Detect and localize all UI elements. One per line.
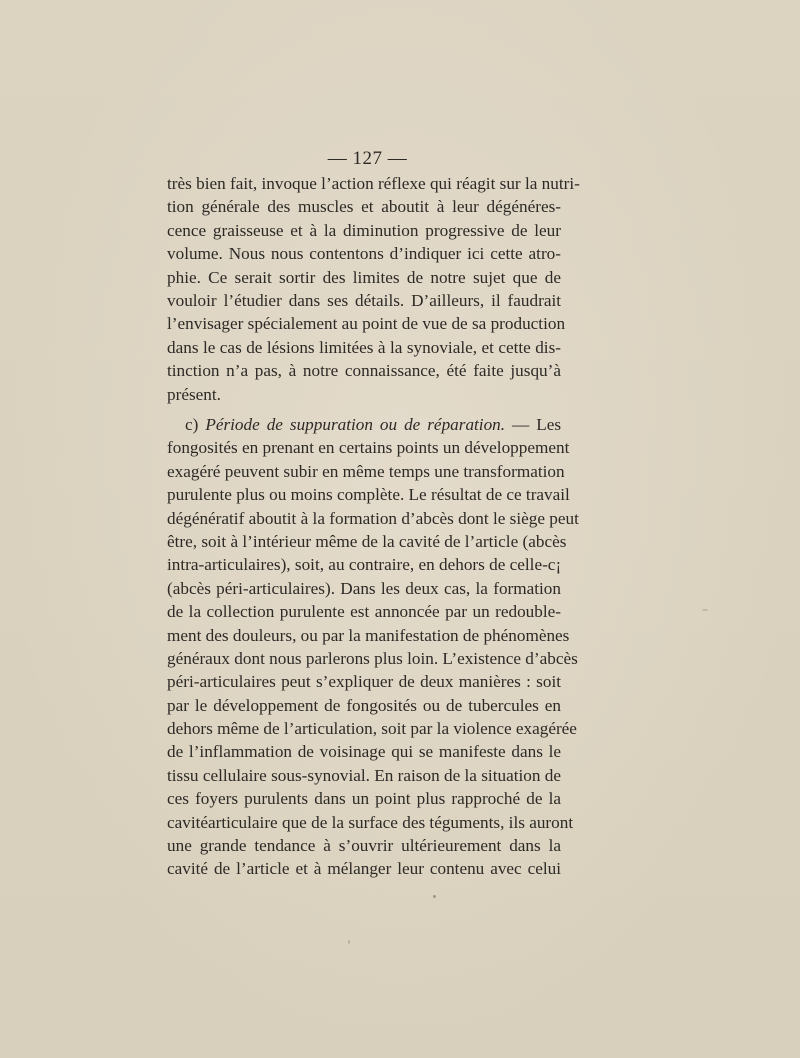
text-line: très bien fait, invoque l’action réflexe qui réagit sur la nutri- xyxy=(167,174,580,193)
text-line: ment des douleurs, ou par la manifestation de phénomènes xyxy=(167,625,570,645)
text-line: cence graisseuse et à la diminution progressive de leur xyxy=(167,220,561,240)
text-line: purulente plus ou moins complète. Le résultat de ce travail xyxy=(167,485,570,505)
text-line: vouloir l’étudier dans ses détails. D’ailleurs, il faudrait xyxy=(167,290,561,310)
text-line: dehors même de l’articulation, soit par la violence exagérée xyxy=(167,719,577,739)
text-line: ces foyers purulents dans un point plus rapproché de la xyxy=(167,789,561,809)
text-line: tion générale des muscles et aboutit à leur dégénéres- xyxy=(167,197,561,217)
paper-speck xyxy=(348,940,350,944)
paper-speck xyxy=(702,609,708,611)
text-line: de la collection purulente est annoncée par un redouble- xyxy=(167,602,561,622)
text-line: généraux dont nous parlerons plus loin. L’existence d’abcès xyxy=(167,648,578,668)
text-line: fongosités en prenant en certains points un développement xyxy=(167,438,570,458)
text-line: péri-articulaires peut s’expliquer de deux manières : soit xyxy=(167,672,561,692)
paragraph-atrophy xyxy=(167,172,580,406)
text-line: une grande tendance à s’ouvrir ultérieurement dans la xyxy=(167,836,561,856)
text-line: volume. Nous nous contentons d’indiquer ici cette atro- xyxy=(167,244,561,264)
paper-speck xyxy=(433,895,436,898)
section-marker: c) xyxy=(185,415,199,434)
text-line: (abcès péri-articulaires). Dans les deux cas, la formation xyxy=(167,578,561,598)
text-line: dans le cas de lésions limitées à la synoviale, et cette dis- xyxy=(167,337,561,357)
text-line: de l’inflammation de voisinage qui se manifeste dans le xyxy=(167,742,561,762)
text-line: exagéré peuvent subir en même temps une transformation xyxy=(167,461,565,481)
text-line: présent. xyxy=(167,384,221,404)
section-heading-tail: — Les xyxy=(512,415,562,434)
section-heading-line xyxy=(167,413,561,436)
paragraph-suppuration xyxy=(167,413,579,881)
text-line: par le développement de fongosités ou de tubercules en xyxy=(167,695,561,715)
text-line: tinction n’a pas, à notre connaissance, été faite jusqu’à xyxy=(167,361,561,381)
page-number: — 127 — xyxy=(327,148,408,169)
text-line: être, soit à l’intérieur même de la cavité de l’article (abcès xyxy=(167,531,567,551)
text-line: cavitéarticulaire que de la surface des téguments, ils auront xyxy=(167,812,574,832)
section-heading: Période de suppuration ou de réparation. xyxy=(205,415,506,434)
text-line: intra-articulaires), soit, au contraire, en dehors de celle-c¡ xyxy=(167,555,562,575)
text-line: l’envisager spécialement au point de vue de sa production xyxy=(167,314,566,334)
text-line: phie. Ce serait sortir des limites de notre sujet que de xyxy=(167,267,561,287)
text-line: cavité de l’article et à mélanger leur contenu avec celui xyxy=(167,859,561,879)
text-line: dégénératif aboutit à la formation d’abcès dont le siège peut xyxy=(167,508,579,528)
text-line: tissu cellulaire sous-synovial. En raison de la situation de xyxy=(167,765,561,785)
